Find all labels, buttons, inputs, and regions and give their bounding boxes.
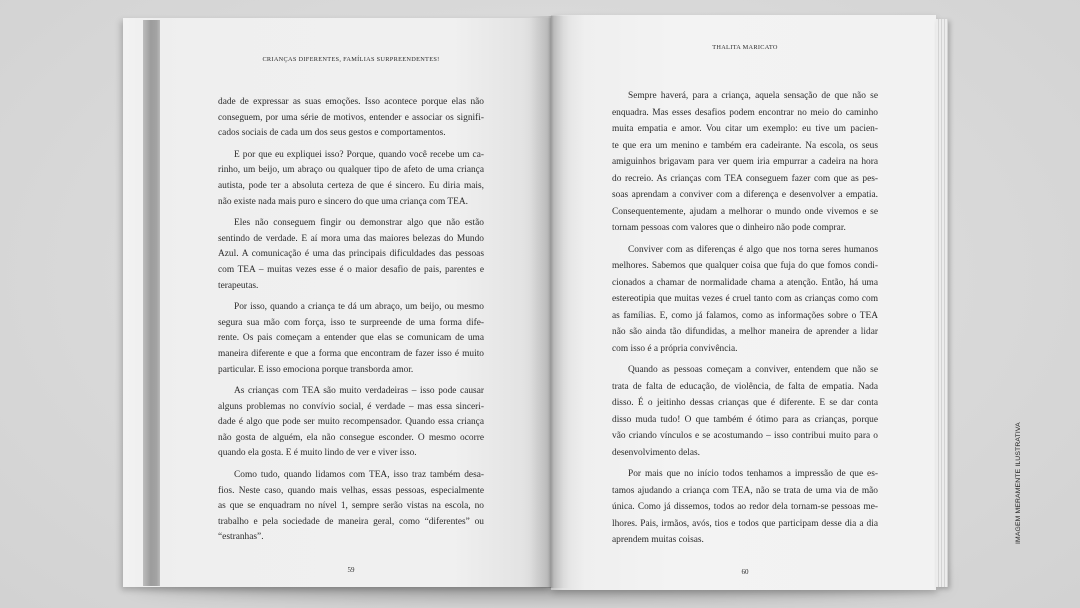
text-line: muita empatia e amor. Vou citar um exemplo: eu tive um pacien- — [612, 124, 878, 134]
text-line: sentindo de verdade. E aí mora uma das maiores belezas do Mundo — [218, 233, 484, 244]
text-line: única. Como já dissemos, todos ao redor dela tornam-se pessoas me- — [612, 502, 878, 512]
gutter-shadow — [530, 16, 570, 588]
text-line: enquadra. Mas esses desafios podem encontrar no meio do caminho — [612, 107, 878, 118]
text-line: lhores. Pais, irmãos, avós, tios e todos que participam desse dia a dia — [612, 518, 878, 529]
text-line: alguns problemas no convívio social, é verdade – mas essa sinceri- — [218, 401, 484, 412]
text-line: quando ela gosta. E é muito lindo de ver e viver isso. — [218, 448, 417, 459]
text-line: disso muda tudo! O que também é ótimo para as crianças, porque — [612, 414, 878, 425]
text-line: conseguem, por uma série de motivos, entender e associar os signifi- — [218, 112, 484, 123]
text-line: dade é algo que pode ser muito recompensador. Quando essa criança — [218, 417, 484, 428]
text-line: melhores. Sabemos que qualquer coisa que fuja do que fomos condi- — [612, 261, 878, 271]
text-line: rinho, um beijo, um abraço ou qualquer tipo de afeto de uma criança — [218, 165, 484, 176]
text-line: tamos ajudando a criança com TEA, não se trata de uma via de mão — [612, 485, 878, 496]
text-line: vão criando vínculos e se acostumando – isso contribui muito para o — [612, 431, 878, 441]
paragraph — [218, 384, 484, 462]
text-line: E por que eu expliquei isso? Porque, quando você recebe um ca- — [234, 149, 484, 160]
page-number-left: 59 — [347, 566, 355, 574]
text-line: com isso é a própria convivência. — [612, 343, 738, 354]
left-page-edge-stack — [143, 20, 160, 586]
paragraph — [612, 466, 878, 549]
text-line: tornam pessoas com valores que o dinheiro não pode comprar. — [612, 223, 846, 233]
paragraph — [218, 95, 484, 142]
text-line: Eles não conseguem fingir ou demonstrar algo que não estão — [234, 218, 484, 229]
text-line: Consequentemente, ajudam a melhorar o mundo onde vivemos e se — [612, 206, 878, 217]
text-line: não existe nada mais puro e sincero do que uma criança com TEA. — [218, 196, 468, 207]
text-line: não são ainda tão difundidas, a melhor maneira de aprender a lidar — [612, 327, 878, 337]
paragraph — [612, 88, 878, 237]
text-line: cados sociais de cada um dos seus gestos e comportamentos. — [218, 128, 446, 139]
page-number-right: 60 — [741, 568, 749, 576]
paragraph — [612, 242, 878, 358]
text-line: Azul. A comunicação é uma das principais dificuldades das pessoas — [218, 249, 484, 260]
text-line: terapeutas. — [218, 280, 259, 291]
text-line: as que se enquadram no nível 1, sempre serão vistas na escola, no — [218, 501, 484, 512]
text-line: desenvolvimento delas. — [612, 447, 701, 458]
text-line: Por mais que no início todos tenhamos a impressão de que es- — [628, 469, 878, 479]
paragraph — [218, 468, 484, 546]
running-head-left: CRIANÇAS DIFERENTES, FAMÍLIAS SURPREENDENTES! — [262, 56, 440, 63]
watermark-label: IMAGEM MERAMENTE ILUSTRATIVA — [1015, 422, 1022, 544]
text-line: trabalho e pela sociedade de maneira geral, como “diferentes” ou — [218, 516, 484, 527]
paragraph — [218, 300, 484, 378]
text-line: Como tudo, quando lidamos com TEA, isso traz também desa- — [234, 470, 484, 481]
text-line: do recreio. As crianças com TEA conseguem fazer com que as pes- — [612, 173, 878, 184]
text-line: as famílias. E, como já falamos, como as informações sobre o TEA — [612, 310, 878, 321]
paragraph — [218, 148, 484, 210]
right-page-edge-stack — [936, 19, 948, 587]
text-line: não gosta de alguém, ela não consegue esconder. O mesmo ocorre — [218, 432, 484, 443]
text-line: fios. Neste caso, quando mais velhas, essas pessoas, especialmente — [218, 485, 484, 496]
right-page-body-text — [612, 88, 878, 549]
text-line: dade de expressar as suas emoções. Isso acontece porque elas não — [218, 97, 484, 107]
text-line: autista, pode ter a absoluta certeza de que é sincero. Eu diria mais, — [218, 180, 484, 191]
text-line: cionados a chamar de normalidade chama a atenção. Então, há uma — [612, 277, 878, 288]
text-line: Sempre haverá, para a criança, aquela sensação de que não se — [628, 91, 878, 101]
text-line: trata de falta de educação, de violência, de falta de empatia. Nada — [612, 381, 878, 392]
text-line: particular. E isso emociona porque transborda amor. — [218, 364, 414, 375]
text-line: estereotipia que muitas vezes é cruel tanto com as crianças como com — [612, 294, 878, 304]
text-line: Por isso, quando a criança te dá um abraço, um beijo, ou mesmo — [234, 302, 484, 313]
text-line: Quando as pessoas começam a conviver, entendem que não se — [628, 365, 878, 375]
text-line: Conviver com as diferenças é algo que nos torna seres humanos — [628, 244, 878, 255]
text-line: As crianças com TEA são muito verdadeiras – isso pode causar — [234, 386, 484, 397]
text-line: disso. É o jeitinho dessas crianças que é diferente. E se dar conta — [612, 398, 878, 408]
text-line: “estranhas”. — [218, 532, 264, 543]
running-head-right: THALITA MARICATO — [712, 44, 778, 51]
text-line: soas aprendam a conviver com a diferença e desenvolver a empatia. — [612, 190, 878, 200]
text-line: com TEA – muitas vezes esse é o maior desafio de pais, parentes e — [218, 264, 484, 275]
text-line: amiguinhos brigavam para ver quem iria empurrar a cadeira na hora — [612, 157, 878, 167]
text-line: segura sua mão com força, isso te surpreende de uma forma dife- — [218, 317, 484, 328]
left-page-body-text — [218, 95, 484, 546]
text-line: maneira diferente e que a forma que encontram de fazer isso é muito — [218, 348, 484, 359]
paragraph — [612, 362, 878, 461]
text-line: aprendem muitas coisas. — [612, 535, 704, 545]
paragraph — [218, 216, 484, 294]
text-line: rente. Os pais começam a entender que elas se comunicam de uma — [218, 333, 484, 344]
text-line: te que era um menino e também era cadeirante. Na escola, os seus — [612, 140, 878, 151]
